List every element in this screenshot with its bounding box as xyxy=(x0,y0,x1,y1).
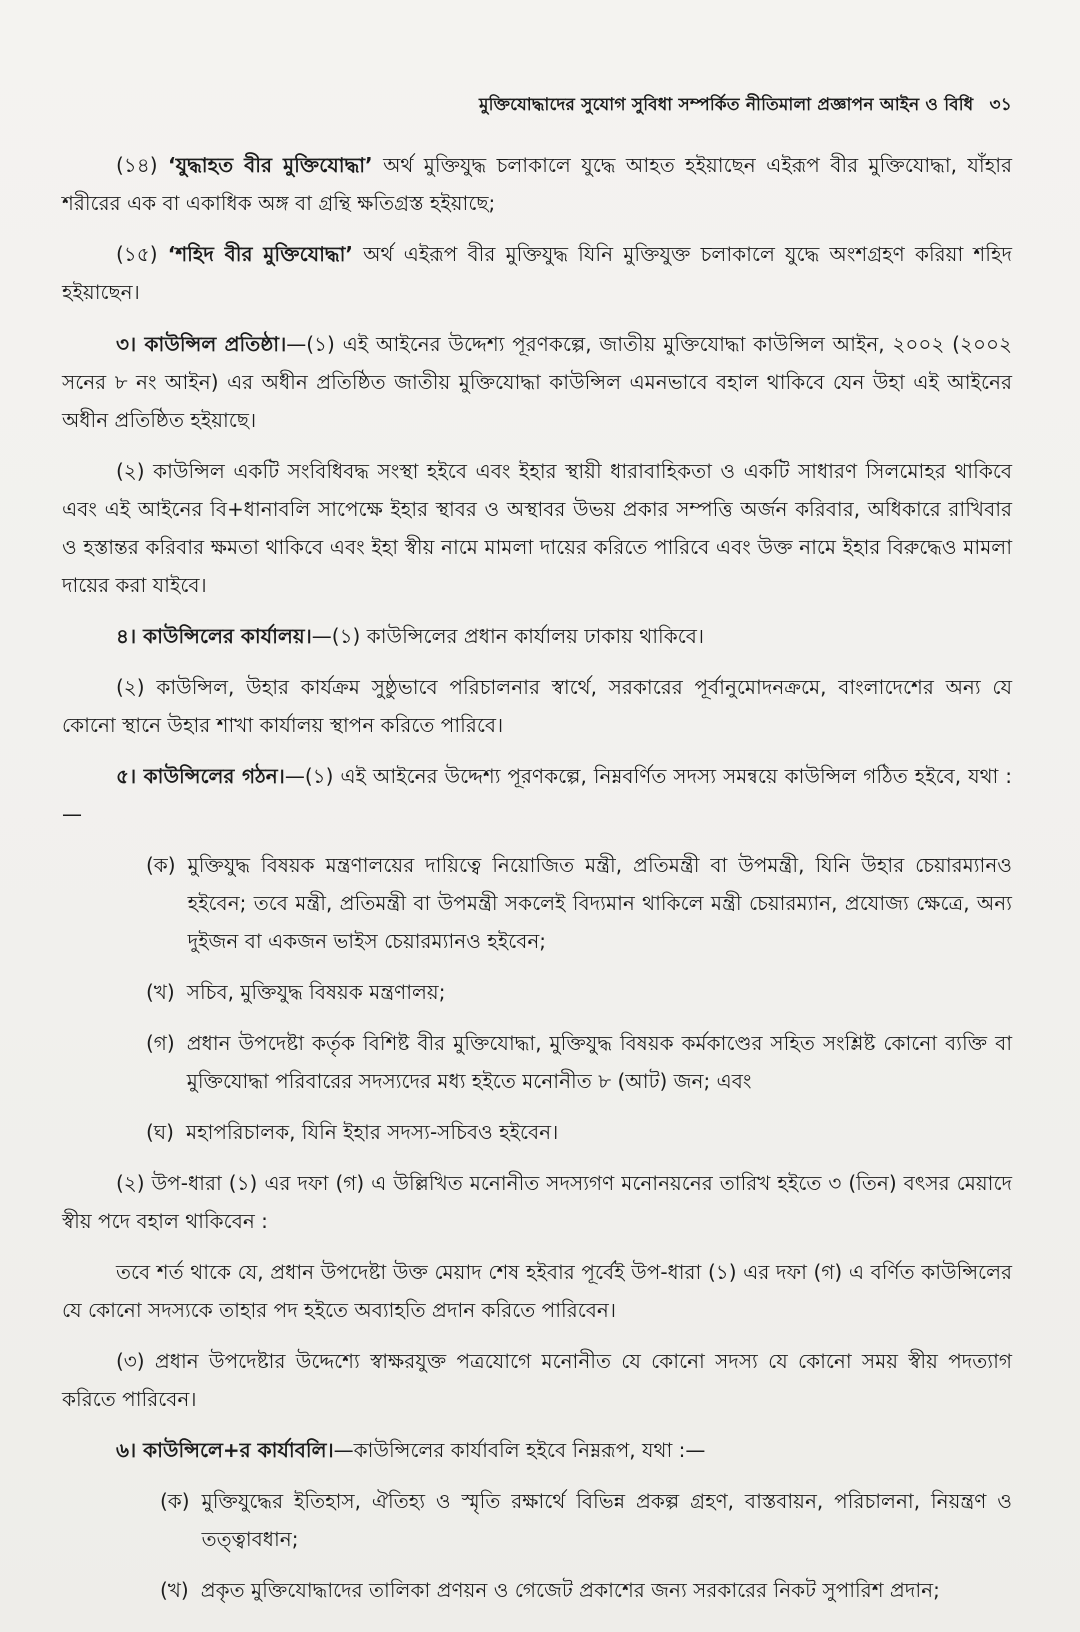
clause-label: (ঘ) xyxy=(146,1120,174,1144)
definition-15 xyxy=(62,235,1012,311)
clause-label: (ক) xyxy=(146,853,176,877)
definition-text: অর্থ এইরূপ বীর মুক্তিযুদ্ধ যিনি মুক্তিযুক্ত চলাকালে যুদ্ধে অংশগ্রহণ করিয়া শহিদ হইয়াছেন। xyxy=(62,242,1012,304)
running-header xyxy=(62,92,1012,120)
definition-term: ‘শহিদ বীর মুক্তিযোদ্ধা’ xyxy=(167,242,353,266)
definition-14 xyxy=(62,146,1012,222)
section-6-clause-kha xyxy=(62,1571,1012,1609)
section-5-clause-kha xyxy=(62,973,1012,1011)
section-6-heading: ৬। কাউন্সিলে+র কার্যাবলি। xyxy=(116,1438,334,1462)
page-number: ৩১ xyxy=(989,95,1012,115)
section-5-clause-ka xyxy=(62,846,1012,960)
section-3-heading: ৩। কাউন্সিল প্রতিষ্ঠা। xyxy=(116,332,287,356)
section-5-paragraph-1 xyxy=(62,757,1012,833)
section-5-heading: ৫। কাউন্সিলের গঠন। xyxy=(116,764,285,788)
clause-text: সচিব, মুক্তিযুদ্ধ বিষয়ক মন্ত্রণালয়; xyxy=(186,980,446,1004)
clause-label: (গ) xyxy=(146,1031,175,1055)
definition-term: ‘যুদ্ধাহত বীর মুক্তিযোদ্ধা’ xyxy=(167,153,373,177)
section-5-subsection-3: (৩) প্রধান উপদেষ্টার উদ্দেশ্যে স্বাক্ষরযুক্ত পত্রযোগে মনোনীত যে কোনো সদস্য যে কোনো সময় স্বীয় পদত্যাগ করিতে পারিবেন। xyxy=(62,1349,1012,1411)
clause-label: (ক) xyxy=(160,1489,190,1513)
section-3-paragraph-1 xyxy=(62,325,1012,439)
section-3-text: —(১) এই আইনের উদ্দেশ্য পূরণকল্পে, জাতীয় মুক্তিযোদ্ধা কাউন্সিল আইন, ২০০২ (২০০২ সনের ৮ নং আইন) এর অধীন প্রতিষ্ঠিত জাতীয় মুক্তিযোদ্ধা কাউন্সিল এমনভাবে বহাল থাকিবে যেন উহা এই আইনের অধীন প্রতিষ্ঠিত হইয়াছে। xyxy=(62,332,1012,432)
clause-text: মহাপরিচালক, যিনি ইহার সদস্য-সচিবও হইবেন। xyxy=(185,1120,559,1144)
definition-number: (১৫) xyxy=(116,242,158,266)
section-6-clause-ka xyxy=(62,1482,1012,1558)
section-5-text: —(১) এই আইনের উদ্দেশ্য পূরণকল্পে, নিম্নবর্ণিত সদস্য সমন্বয়ে কাউন্সিল গঠিত হইবে, যথা :— xyxy=(62,764,1012,826)
definition-text: অর্থ মুক্তিযুদ্ধ চলাকালে যুদ্ধে আহত হইয়াছেন এইরূপ বীর মুক্তিযোদ্ধা, যাঁহার শরীরের এক বা একাধিক অঙ্গ বা গ্রন্থি ক্ষতিগ্রস্ত হইয়াছে; xyxy=(62,153,1013,215)
section-5-subsection-2: (২) উপ-ধারা (১) এর দফা (গ) এ উল্লিখিত মনোনীত সদস্যগণ মনোনয়নের তারিখ হইতে ৩ (তিন) বৎসর মেয়াদে স্বীয় পদে বহাল থাকিবেন : xyxy=(62,1171,1012,1233)
section-4-text: —(১) কাউন্সিলের প্রধান কার্যালয় ঢাকায় থাকিবে। xyxy=(311,624,705,648)
section-5-clause-gha xyxy=(62,1113,1012,1151)
clause-text: মুক্তিযুদ্ধের ইতিহাস, ঐতিহ্য ও স্মৃতি রক্ষার্থে বিভিন্ন প্রকল্প গ্রহণ, বাস্তবায়ন, পরিচালনা, নিয়ন্ত্রণ ও তত্ত্বাবধান; xyxy=(201,1489,1012,1551)
clause-text: মুক্তিযুদ্ধ বিষয়ক মন্ত্রণালয়ের দায়িত্বে নিয়োজিত মন্ত্রী, প্রতিমন্ত্রী বা উপমন্ত্রী, যিনি উহার চেয়ারম্যানও হইবেন; তবে মন্ত্রী, প্রতিমন্ত্রী বা উপমন্ত্রী সকলেই বিদ্যমান থাকিলে মন্ত্রী চেয়ারম্যান, প্রযোজ্য ক্ষেত্রে, অন্য দুইজন বা একজন ভাইস চেয়ারম্যানও হইবেন; xyxy=(187,853,1012,953)
section-4-subsection-2: (২) কাউন্সিল, উহার কার্যক্রম সুষ্ঠুভাবে পরিচালনার স্বার্থে, সরকারের পূর্বানুমোদনক্রমে, বাংলাদেশের অন্য যে কোনো স্থানে উহার শাখা কার্যালয় স্থাপন করিতে পারিবে। xyxy=(62,675,1012,737)
clause-text: প্রধান উপদেষ্টা কর্তৃক বিশিষ্ট বীর মুক্তিযোদ্ধা, মুক্তিযুদ্ধ বিষয়ক কর্মকাণ্ডের সহিত সংশ্লিষ্ট কোনো ব্যক্তি বা মুক্তিযোদ্ধা পরিবারের সদস্যদের মধ্য হইতে মনোনীত ৮ (আট) জন; এবং xyxy=(186,1031,1012,1093)
header-title: মুক্তিযোদ্ধাদের সুযোগ সুবিধা সম্পর্কিত নীতিমালা প্রজ্ঞাপন আইন ও বিধি xyxy=(478,95,974,115)
section-4-heading: ৪। কাউন্সিলের কার্যালয়। xyxy=(116,624,312,648)
section-3-subsection-2: (২) কাউন্সিল একটি সংবিধিবদ্ধ সংস্থা হইবে এবং ইহার স্থায়ী ধারাবাহিকতা ও একটি সাধারণ সিলমোহর থাকিবে এবং এই আইনের বি+ধানাবলি সাপেক্ষে ইহার স্থাবর ও অস্থাবর উভয় প্রকার সম্পত্তি অর্জন করিবার, অধিকারে রাখিবার ও হস্তান্তর করিবার ক্ষমতা থাকিবে এবং ইহা স্বীয় নামে মামলা দায়ের করিতে পারিবে এবং উক্ত নামে ইহার বিরুদ্ধেও মামলা দায়ের করা যাইবে। xyxy=(62,459,1012,597)
page-content xyxy=(62,92,1012,1622)
clause-label: (খ) xyxy=(146,980,175,1004)
section-6-text: —কাউন্সিলের কার্যাবলি হইবে নিম্নরূপ, যথা :— xyxy=(333,1438,706,1462)
section-4-paragraph-1 xyxy=(62,617,1012,655)
definition-number: (১৪) xyxy=(116,153,158,177)
section-5-clause-ga xyxy=(62,1024,1012,1100)
section-5-proviso: তবে শর্ত থাকে যে, প্রধান উপদেষ্টা উক্ত মেয়াদ শেষ হইবার পূর্বেই উপ-ধারা (১) এর দফা (গ) এ বর্ণিত কাউন্সিলের যে কোনো সদস্যকে তাহার পদ হইতে অব্যাহতি প্রদান করিতে পারিবেন। xyxy=(62,1260,1012,1322)
clause-text: প্রকৃত মুক্তিযোদ্ধাদের তালিকা প্রণয়ন ও গেজেট প্রকাশের জন্য সরকারের নিকট সুপারিশ প্রদান; xyxy=(200,1578,940,1602)
section-6-paragraph-1 xyxy=(62,1431,1012,1469)
clause-label: (খ) xyxy=(160,1578,189,1602)
